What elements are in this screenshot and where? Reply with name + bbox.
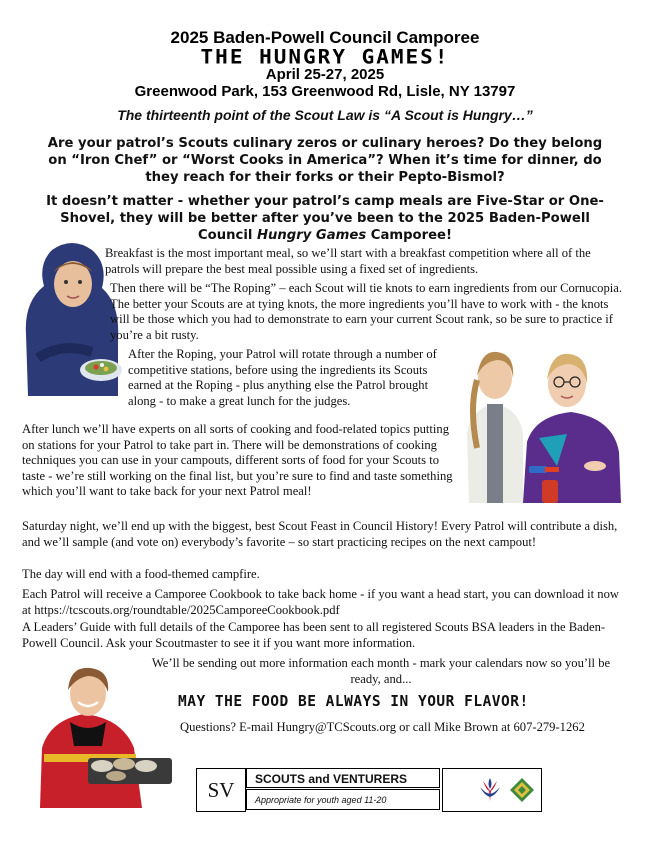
- intro-text-pre: It doesn’t matter - whether your patrol’s camp meals are Five-Star or One-Shovel, they will be better after you’ve been to the 2025 Baden-Powell Council: [46, 194, 604, 243]
- paragraph-cookbook: [22, 587, 627, 618]
- program-subtitle-box: [246, 789, 440, 810]
- venturing-logo-icon: [509, 777, 535, 803]
- intro-paragraph: Are your patrol’s Scouts culinary zeros or culinary heroes? Do they belong on “Iron Chef” or “Worst Cooks in America”? When it’s time for dinner, do they reach for their forks or their Pepto-Bismol?: [47, 136, 603, 185]
- paragraph-leaders: [22, 620, 627, 651]
- event-title: THE HUNGRY GAMES!: [200, 45, 450, 69]
- program-logo-box: [442, 768, 542, 812]
- text-roping: Then there will be “The Roping” – each Scout will tie knots to earn ingredients from our Cornucopia. The better your Scouts are at tying knots, the more ingredients you’ll have to work with - the knots will be those which you had to demonstrate to earn your current Scout rank, so be sure to practice if you’re a bit rusty.: [110, 281, 623, 342]
- paragraph-feast: [22, 519, 627, 550]
- event-heading: 2025 Baden-Powell Council Camporee: [170, 28, 480, 47]
- scouts-bsa-logo-icon: [477, 777, 503, 803]
- event-dates: April 25-27, 2025: [265, 66, 385, 83]
- program-code: SV: [207, 777, 235, 802]
- text-cookbook: Each Patrol will receive a Camporee Cookbook to take back home - if you want a head start, you can download it now at https://tcscouts.org/roundtable/2025CamporeeCookbook.pdf: [22, 587, 619, 617]
- intro-text-emphasis: Hungry Games: [256, 228, 367, 243]
- paragraph-experts: [22, 422, 454, 500]
- paragraph-campfire: [22, 567, 627, 583]
- photo-scout-with-tray: [30, 662, 178, 808]
- text-leaders: A Leaders’ Guide with full details of the Camporee has been sent to all registered Scouts BSA leaders in the Baden-Powell Council. Ask your Scoutmaster to see it if you want more information.: [22, 620, 606, 650]
- program-title: SCOUTS and VENTURERS: [255, 772, 408, 786]
- paragraph-more-info: [146, 656, 616, 687]
- text-feast: Saturday night, we’ll end up with the biggest, best Scout Feast in Council History! Every Patrol will contribute a dish, and we’ll sample (and vote on) everybody’s favorite – so start practicing recipes on the next campout!: [22, 519, 618, 549]
- intro-text-post: Camporee!: [366, 228, 452, 243]
- program-code-box: [196, 768, 246, 812]
- slogan-banner: MAY THE FOOD BE ALWAYS IN YOUR FLAVOR!: [178, 693, 529, 711]
- scout-law-motto: The thirteenth point of the Scout Law is “A Scout is Hungry…”: [117, 107, 533, 123]
- contact-line: Questions? E-mail Hungry@TCScouts.org or call Mike Brown at 607-279-1262: [180, 720, 585, 734]
- event-location: Greenwood Park, 153 Greenwood Rd, Lisle, NY 13797: [134, 83, 516, 100]
- text-experts: After lunch we’ll have experts on all sorts of cooking and food-related topics putting on stations for your Patrol to take part in. There will be demonstrations of cooking techniques you can use in your campouts, different sorts of food for your Scouts to taste - we’re still working on the final list, but you’re sure to find and taste something which you’ll want to take back for your next Patrol meal!: [22, 422, 453, 498]
- text-breakfast: Breakfast is the most important meal, so we’ll start with a breakfast competition where all of the patrols will prepare the best meal possible using a fixed set of ingredients.: [105, 246, 591, 276]
- intro-paragraph-2: [40, 193, 610, 244]
- program-subtitle: Appropriate for youth aged 11-20: [255, 795, 387, 805]
- text-stations: After the Roping, your Patrol will rotate through a number of competitive stations, before using the ingredients its Scouts earned at the Roping - plus anything else the Patrol brought along - to make a great lunch for the judges.: [128, 347, 437, 408]
- paragraph-stations: [128, 347, 448, 409]
- program-title-box: [246, 768, 440, 788]
- text-more-info: We’ll be sending out more information each month - mark your calendars now so you’ll be ready, and...: [151, 656, 611, 686]
- paragraph-breakfast: [105, 246, 625, 277]
- photo-two-scouts-cooking: [447, 338, 629, 503]
- text-campfire: The day will end with a food-themed campfire.: [22, 567, 260, 581]
- paragraph-roping: [110, 281, 625, 343]
